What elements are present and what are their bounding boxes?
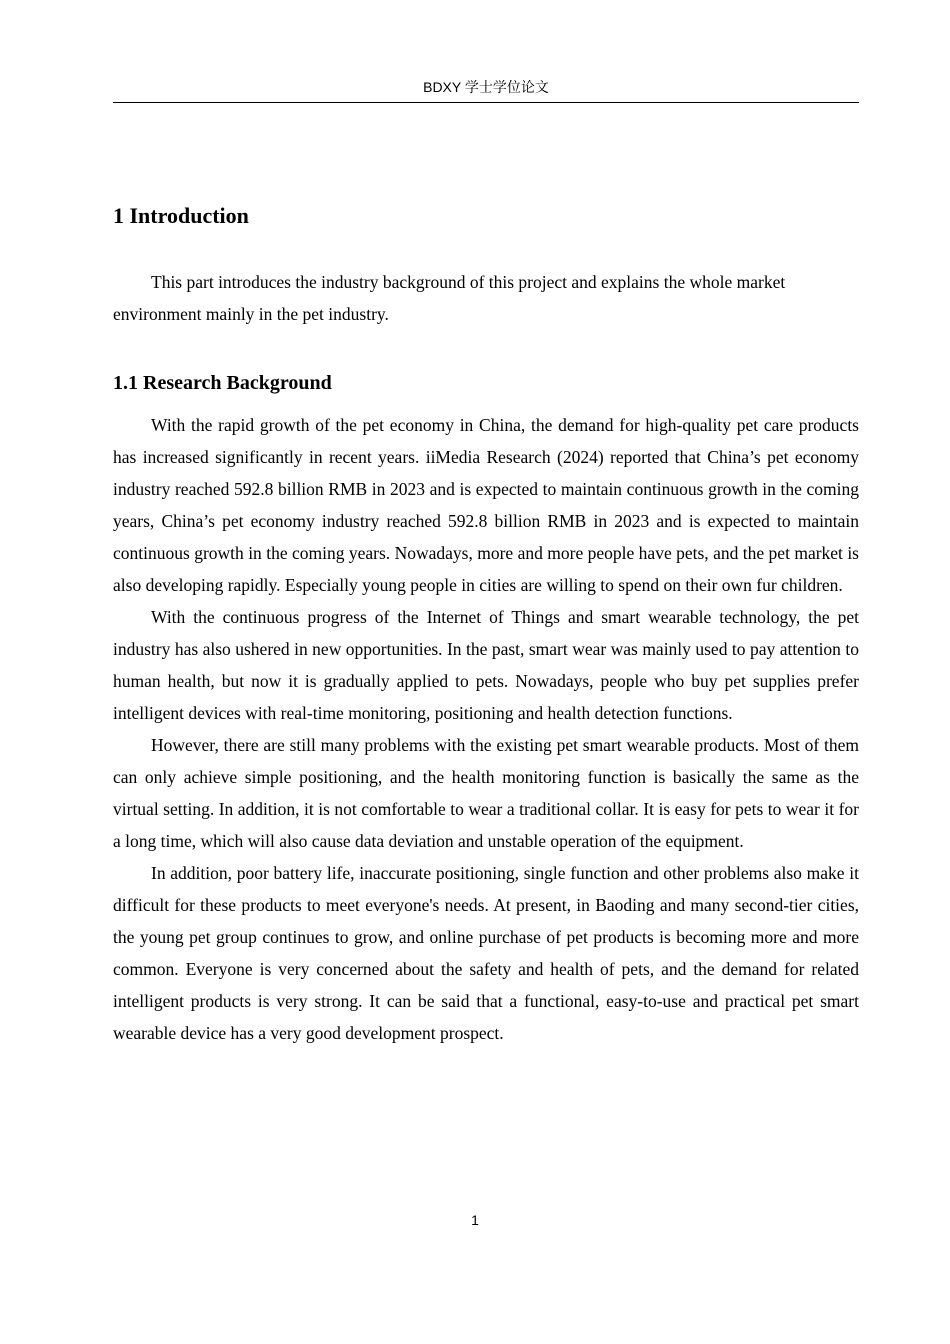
body-paragraph-1: With the rapid growth of the pet economy in China, the demand for high-quality pet care products has increased significantly in recent years. iiMedia Research (2024) reported that China’s pet economy industry reached 592.8 billion RMB in 2023 and is expected to maintain continuous growth in the coming years, China’s pet economy industry reached 592.8 billion RMB in 2023 and is expected to maintain continuous growth in the coming years. Nowadays, more and more people have pets, and the pet market is also developing rapidly. Especially young people in cities are willing to spend on their own fur children. <box>113 415 859 595</box>
body-paragraph-2: With the continuous progress of the Internet of Things and smart wearable technology, the pet industry has also ushered in new opportunities. In the past, smart wear was mainly used to pay attention to human health, but now it is gradually applied to pets. Nowadays, people who buy pet supplies prefer intelligent devices with real-time monitoring, positioning and health detection functions. <box>113 607 859 723</box>
body-paragraph-3: However, there are still many problems with the existing pet smart wearable products. Most of them can only achieve simple positioning, and the health monitoring function is basically the same as the virtual setting. In addition, it is not comfortable to wear a traditional collar. It is easy for pets to wear it for a long time, which will also cause data deviation and unstable operation of the equipment. <box>113 735 859 851</box>
page-number: 1 <box>471 1212 479 1228</box>
research-background-body <box>113 409 859 1049</box>
page-header <box>113 76 859 103</box>
subsection-heading: 1.1 Research Background <box>113 372 332 394</box>
section-heading: 1 Introduction <box>113 203 249 228</box>
body-paragraph-4: In addition, poor battery life, inaccurate positioning, single function and other problems also make it difficult for these products to meet everyone's needs. At present, in Baoding and many second-tier cities, the young pet group continues to grow, and online purchase of pet products is becoming more and more common. Everyone is very concerned about the safety and health of pets, and the demand for related intelligent products is very strong. It can be said that a functional, easy-to-use and practical pet smart wearable device has a very good development prospect. <box>113 863 859 1043</box>
intro-paragraph: This part introduces the industry background of this project and explains the whole market environment mainly in the pet industry. <box>113 272 786 324</box>
header-title: BDXY 学士学位论文 <box>423 79 549 95</box>
